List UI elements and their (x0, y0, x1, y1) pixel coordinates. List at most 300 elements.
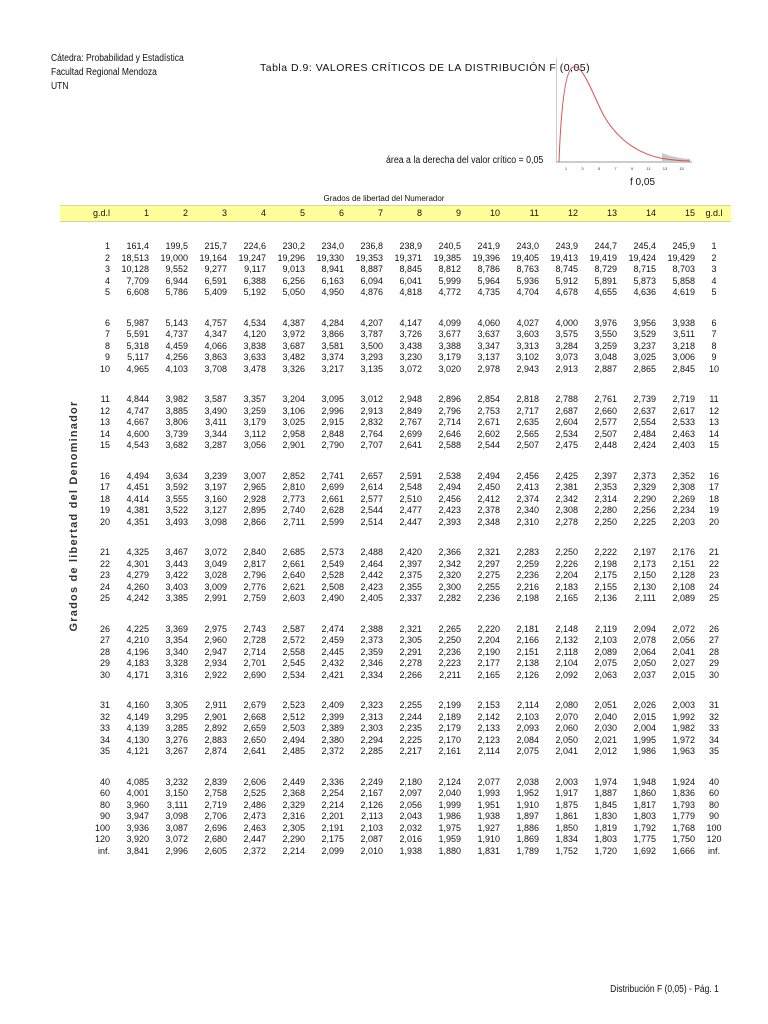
numerator-df-header: 14 (619, 206, 658, 222)
critical-value-cell: 3,259 (243, 405, 266, 416)
critical-value-cell: 245,9 (672, 241, 695, 251)
critical-value-cell: 4,139 (126, 723, 149, 733)
critical-value-cell: 2,250 (438, 635, 461, 645)
critical-value-cell: 2,456 (438, 493, 461, 504)
institution-line: Cátedra: Probabilidad y Estadística (51, 53, 184, 64)
critical-value-cell: 2,032 (399, 822, 422, 833)
critical-value-cell: 19,419 (589, 252, 617, 263)
critical-value-cell: 3,293 (360, 352, 383, 362)
critical-value-cell: 2,380 (321, 734, 344, 745)
denominator-df-left: 33 (99, 723, 110, 733)
critical-value-cell: 2,660 (594, 405, 617, 416)
critical-value-cell: 2,671 (477, 417, 500, 427)
critical-value-cell: 3,217 (321, 363, 344, 374)
critical-value-cell: 3,885 (165, 405, 188, 416)
critical-value-cell: 2,222 (594, 547, 617, 557)
critical-value-cell: 2,136 (594, 593, 617, 603)
denominator-df-right: 7 (711, 329, 717, 339)
critical-value-cell: 3,230 (399, 352, 422, 362)
denominator-df-left: 10 (99, 363, 110, 374)
table-row (60, 834, 731, 846)
critical-value-cell: 224,6 (243, 241, 266, 251)
critical-value-cell: 2,015 (633, 711, 656, 722)
critical-value-cell: 3,072 (165, 834, 188, 844)
critical-value-cell: 2,544 (477, 440, 500, 450)
critical-value-cell: 2,037 (633, 669, 656, 680)
critical-value-cell: 2,366 (438, 547, 461, 557)
critical-value-cell: 1,972 (672, 734, 695, 745)
critical-value-cell: 1,792 (633, 822, 656, 833)
critical-value-cell: 2,548 (399, 482, 422, 492)
critical-value-cell: 2,512 (282, 711, 305, 722)
numerator-df-header: 15 (658, 206, 697, 222)
critical-value-cell: 1,836 (672, 788, 695, 798)
denominator-df-left: 11 (100, 394, 110, 404)
critical-value-cell: 2,447 (399, 516, 422, 527)
critical-value-cell: 2,003 (672, 700, 695, 710)
critical-value-cell: 4,183 (126, 658, 149, 668)
critical-value-cell: 1,952 (516, 788, 539, 798)
critical-value-cell: 3,197 (204, 482, 227, 492)
critical-value-cell: 1,927 (477, 822, 500, 833)
denominator-df-left: 35 (99, 746, 110, 756)
critical-value-cell: 240,5 (438, 241, 461, 251)
critical-value-cell: 2,892 (204, 723, 227, 733)
critical-value-cell: 4,130 (126, 734, 149, 745)
denominator-df-right: 12 (708, 405, 719, 416)
critical-value-cell: 2,740 (282, 505, 305, 515)
critical-value-cell: 2,796 (243, 570, 266, 580)
critical-value-cell: 3,179 (243, 417, 266, 427)
critical-value-cell: 2,948 (399, 394, 422, 404)
critical-value-cell: 19,330 (316, 252, 344, 263)
critical-value-cell: 3,006 (672, 352, 695, 362)
critical-value-cell: 4,950 (321, 287, 344, 297)
critical-value-cell: 4,001 (126, 788, 149, 798)
table-row (60, 318, 731, 330)
critical-value-cell: 5,858 (672, 275, 695, 286)
curve-tick-label: 3 (581, 166, 584, 171)
critical-value-cell: 19,353 (355, 252, 383, 263)
critical-value-cell: 3,285 (165, 723, 188, 733)
critical-value-cell: 4,737 (165, 329, 188, 339)
table-row (60, 670, 731, 682)
denominator-df-left: 9 (104, 352, 110, 362)
critical-value-cell: 3,087 (165, 822, 188, 833)
critical-value-cell: 2,714 (438, 417, 461, 427)
denominator-df-right: 15 (708, 440, 719, 450)
critical-value-cell: 4,284 (321, 317, 344, 328)
critical-value-cell: 3,347 (477, 340, 500, 351)
critical-value-cell: 3,179 (438, 352, 461, 362)
table-row (60, 287, 731, 299)
critical-value-cell: 2,063 (594, 669, 617, 680)
critical-value-cell: 2,449 (282, 776, 305, 787)
critical-value-cell: 1,897 (516, 811, 539, 821)
critical-value-cell: 2,447 (243, 834, 266, 844)
critical-value-cell: 1,752 (555, 845, 578, 856)
critical-value-cell: 1,789 (516, 845, 539, 856)
critical-value-cell: 1,993 (477, 788, 500, 798)
critical-value-cell: 3,106 (282, 405, 305, 416)
critical-value-cell: 3,095 (321, 394, 344, 404)
critical-value-cell: 244,7 (594, 241, 617, 251)
denominator-df-right: 19 (708, 505, 719, 515)
critical-value-cell: 2,329 (282, 799, 305, 810)
critical-value-cell: 2,050 (633, 658, 656, 668)
denominator-df-left: 30 (99, 669, 110, 680)
table-row (60, 788, 731, 800)
denominator-df-right: 30 (708, 669, 719, 680)
denominator-df-right: 40 (708, 776, 719, 787)
critical-value-cell: 3,787 (360, 329, 383, 339)
critical-value-cell: 2,197 (633, 547, 656, 557)
critical-value-cell: 2,388 (360, 623, 383, 634)
critical-value-cell: 5,936 (516, 275, 539, 286)
denominator-df-right: 13 (708, 417, 719, 427)
critical-value-cell: 1,720 (594, 845, 617, 856)
critical-value-cell: 2,225 (399, 734, 422, 745)
critical-value-cell: 4,494 (126, 470, 149, 481)
critical-value-cell: 3,098 (204, 516, 227, 527)
critical-value-cell: 2,346 (360, 658, 383, 668)
critical-value-cell: 2,255 (399, 700, 422, 710)
critical-value-cell: 2,176 (672, 547, 695, 557)
critical-value-cell: 245,4 (633, 241, 656, 251)
table-row (60, 429, 731, 441)
table-row (60, 700, 731, 712)
critical-value-cell: 2,587 (282, 623, 305, 634)
critical-value-cell: 2,810 (282, 482, 305, 492)
critical-value-cell: 4,818 (399, 287, 422, 297)
critical-value-cell: 3,920 (126, 834, 149, 844)
critical-value-cell: 2,165 (555, 593, 578, 603)
critical-value-cell: 3,682 (165, 440, 188, 450)
critical-value-cell: 3,357 (243, 394, 266, 404)
denominator-df-right: 1 (711, 241, 717, 251)
table-row (60, 482, 731, 494)
critical-value-cell: 2,321 (399, 623, 422, 634)
denominator-df-left: 3 (104, 264, 110, 274)
critical-value-cell: 2,510 (399, 493, 422, 504)
critical-value-cell: 238,9 (399, 241, 422, 251)
critical-value-cell: 2,056 (399, 799, 422, 810)
critical-value-cell: 2,050 (555, 734, 578, 745)
critical-value-cell: 3,806 (165, 417, 188, 427)
critical-value-cell: 2,290 (282, 834, 305, 844)
critical-value-cell: 2,150 (633, 570, 656, 580)
header-gdl-right: g.d.l (697, 206, 731, 222)
critical-value-cell: 19,413 (550, 252, 578, 263)
critical-value-cell: 2,173 (633, 558, 656, 569)
f-distribution-curve (556, 58, 696, 178)
critical-value-cell: 2,507 (594, 428, 617, 439)
critical-value-cell: 2,359 (360, 646, 383, 657)
table-row (60, 712, 731, 724)
denominator-df-left: 120 (94, 834, 110, 844)
critical-value-cell: 2,051 (594, 700, 617, 710)
critical-value-cell: 2,901 (204, 711, 227, 722)
critical-value-cell: 2,866 (243, 516, 266, 527)
f-critical-values-table (60, 205, 731, 857)
critical-value-cell: 8,887 (360, 264, 383, 274)
critical-value-cell: 3,028 (204, 570, 227, 580)
critical-value-cell: 1,850 (555, 822, 578, 833)
critical-value-cell: 2,342 (438, 558, 461, 569)
denominator-df-left: 20 (99, 516, 110, 527)
denominator-df-right: 9 (711, 352, 717, 362)
table-row (60, 800, 731, 812)
critical-value-cell: 2,494 (438, 482, 461, 492)
critical-value-cell: 2,538 (438, 470, 461, 481)
denominator-df-right: 11 (709, 394, 719, 404)
critical-value-cell: 4,678 (555, 287, 578, 297)
critical-value-cell: 2,818 (516, 394, 539, 404)
critical-value-cell: 2,544 (360, 505, 383, 515)
critical-value-cell: 2,155 (594, 581, 617, 592)
table-row (60, 341, 731, 353)
critical-value-cell: 4,210 (126, 635, 149, 645)
critical-value-cell: 4,060 (477, 317, 500, 328)
critical-value-cell: 2,201 (321, 811, 344, 821)
critical-value-cell: 1,917 (555, 788, 578, 798)
critical-value-cell: 2,599 (321, 516, 344, 527)
critical-value-cell: 1,869 (516, 834, 539, 844)
critical-value-cell: 2,776 (243, 581, 266, 592)
critical-value-cell: 199,5 (165, 241, 188, 251)
critical-value-cell: 2,199 (438, 700, 461, 710)
critical-value-cell: 1,880 (438, 845, 461, 856)
critical-value-cell: 2,456 (516, 470, 539, 481)
critical-value-cell: 2,707 (360, 440, 383, 450)
critical-value-cell: 3,160 (204, 493, 227, 504)
denominator-df-left: 5 (104, 287, 110, 297)
critical-value-cell: 2,486 (243, 799, 266, 810)
critical-value-cell: 4,171 (126, 669, 149, 680)
denominator-df-right: 17 (708, 482, 719, 492)
critical-value-cell: 1,992 (672, 711, 695, 722)
critical-value-cell: 2,167 (360, 788, 383, 798)
critical-value-cell: 2,887 (594, 363, 617, 374)
critical-value-cell: 4,619 (672, 287, 695, 297)
numerator-df-header: 6 (307, 206, 346, 222)
critical-value-cell: 4,207 (360, 317, 383, 328)
critical-value-cell: 241,9 (477, 241, 500, 251)
critical-value-cell: 2,089 (672, 593, 695, 603)
critical-value-cell: 8,763 (516, 264, 539, 274)
denominator-df-right: 8 (711, 340, 717, 351)
critical-value-cell: 3,232 (165, 776, 188, 787)
critical-value-cell: 3,112 (244, 428, 266, 439)
critical-value-cell: 2,761 (594, 394, 617, 404)
table-row (60, 394, 731, 406)
critical-value-cell: 6,094 (360, 275, 383, 286)
critical-value-cell: 2,896 (438, 394, 461, 404)
denominator-df-left: 2 (104, 252, 110, 263)
critical-value-cell: 2,533 (672, 417, 695, 427)
critical-value-cell: 2,477 (399, 505, 422, 515)
critical-value-cell: 2,849 (399, 405, 422, 416)
critical-value-cell: 2,097 (399, 788, 422, 798)
critical-value-cell: 4,351 (126, 516, 149, 527)
table-row (60, 635, 731, 647)
critical-value-cell: 2,026 (633, 700, 656, 710)
critical-value-cell: 4,256 (165, 352, 188, 362)
critical-value-cell: 2,316 (282, 811, 305, 821)
critical-value-cell: 3,204 (282, 394, 305, 404)
critical-value-cell: 3,295 (165, 711, 188, 722)
critical-value-cell: 2,043 (399, 811, 422, 821)
critical-value-cell: 1,910 (477, 834, 500, 844)
critical-value-cell: 2,928 (243, 493, 266, 504)
critical-value-cell: 1,995 (633, 734, 656, 745)
critical-value-cell: 4,149 (126, 711, 149, 722)
denominator-df-left: 23 (99, 570, 110, 580)
critical-value-cell: 2,573 (321, 547, 344, 557)
critical-value-cell: 4,085 (126, 776, 149, 787)
critical-value-cell: 3,072 (399, 363, 422, 374)
critical-value-cell: 6,591 (204, 275, 227, 286)
numerator-df-header: 5 (268, 206, 307, 222)
critical-value-cell: 3,111 (166, 799, 188, 810)
critical-value-cell: 4,381 (126, 505, 149, 515)
critical-value-cell: 8,812 (438, 264, 461, 274)
critical-value-cell: 5,987 (126, 317, 149, 328)
critical-value-cell: 2,641 (399, 440, 422, 450)
critical-value-cell: 2,687 (555, 405, 578, 416)
critical-value-cell: 2,374 (516, 493, 539, 504)
denominator-df-right: 26 (708, 623, 719, 634)
critical-value-cell: 3,313 (516, 340, 539, 351)
critical-value-cell: 4,121 (126, 746, 149, 756)
numerator-df-header: 1 (112, 206, 151, 222)
critical-value-cell: 1,817 (633, 799, 656, 810)
critical-value-cell: 2,650 (243, 734, 266, 745)
critical-value-cell: 3,575 (555, 329, 578, 339)
critical-value-cell: 2,078 (633, 635, 656, 645)
critical-value-cell: 3,972 (282, 329, 305, 339)
critical-value-cell: 2,913 (360, 405, 383, 416)
denominator-df-left: 16 (99, 470, 110, 481)
critical-value-cell: 3,259 (594, 340, 617, 351)
critical-value-cell: 2,198 (516, 593, 539, 603)
critical-value-cell: 3,467 (165, 547, 188, 557)
table-row (60, 406, 731, 418)
critical-value-cell: 2,696 (204, 822, 227, 833)
critical-value-cell: 2,641 (243, 746, 266, 756)
critical-value-cell: 3,305 (165, 700, 188, 710)
critical-value-cell: 1,938 (477, 811, 500, 821)
table-row (60, 582, 731, 594)
critical-value-cell: 1,845 (594, 799, 617, 810)
table-title: Tabla D.9: VALORES CRÍTICOS DE LA DISTRIBUCIÓN F (0,05) (260, 62, 591, 74)
critical-value-cell: 2,657 (360, 470, 383, 481)
critical-value-cell: 2,104 (555, 658, 578, 668)
critical-value-cell: 2,423 (438, 505, 461, 515)
critical-value-cell: 3,838 (243, 340, 266, 351)
numerator-df-header: 10 (463, 206, 502, 222)
critical-value-cell: 2,336 (321, 776, 344, 787)
critical-value-cell: 3,976 (594, 317, 617, 328)
critical-value-cell: 2,507 (516, 440, 539, 450)
critical-value-cell: 161,4 (126, 241, 149, 251)
critical-value-cell: 3,490 (204, 405, 227, 416)
numerator-df-header: 8 (385, 206, 424, 222)
critical-value-cell: 3,633 (243, 352, 266, 362)
critical-value-cell: 3,102 (516, 352, 539, 362)
denominator-df-left: 29 (99, 658, 110, 668)
critical-value-cell: 2,255 (477, 581, 500, 592)
critical-value-cell: 2,743 (243, 623, 266, 634)
denominator-df-left: 90 (99, 811, 110, 821)
critical-value-cell: 2,103 (516, 711, 539, 722)
critical-value-cell: 1,886 (516, 822, 539, 833)
critical-value-cell: 243,9 (555, 241, 578, 251)
critical-value-cell: 2,353 (594, 482, 617, 492)
denominator-df-right: 28 (708, 646, 719, 657)
critical-value-cell: 3,478 (243, 363, 266, 374)
critical-value-cell: 2,874 (204, 746, 227, 756)
curve-tick-label: 7 (614, 166, 617, 171)
critical-value-cell: 2,503 (282, 723, 305, 733)
table-row (60, 329, 731, 341)
critical-value-cell: 2,485 (282, 746, 305, 756)
critical-value-cell: 2,114 (517, 700, 539, 710)
critical-value-cell: 2,075 (516, 746, 539, 756)
critical-value-cell: 2,203 (672, 516, 695, 527)
critical-value-cell: 2,021 (594, 734, 617, 745)
critical-value-cell: 5,318 (126, 340, 149, 351)
critical-value-cell: 2,528 (321, 570, 344, 580)
header-gdl-left: g.d.l (60, 206, 112, 222)
critical-value-cell: 2,895 (243, 505, 266, 515)
denominator-df-left: 13 (99, 417, 110, 427)
critical-value-cell: 5,143 (165, 317, 188, 328)
curve-tick-label: 15 (679, 166, 684, 171)
critical-value-cell: 2,372 (243, 845, 266, 856)
critical-value-cell: 2,448 (594, 440, 617, 450)
critical-value-cell: 2,310 (516, 516, 539, 527)
critical-value-cell: 1,768 (672, 822, 695, 833)
denominator-df-right: 32 (708, 711, 719, 722)
critical-value-cell: 2,041 (555, 746, 578, 756)
critical-value-cell: 2,728 (243, 635, 266, 645)
critical-value-cell: 2,424 (633, 440, 656, 450)
critical-value-cell: 4,196 (126, 646, 149, 657)
denominator-df-right: 4 (711, 275, 717, 286)
critical-value-cell: 2,375 (399, 570, 422, 580)
curve-tick-label: 1 (564, 166, 568, 171)
critical-value-cell: 3,098 (165, 811, 188, 821)
critical-value-cell: 4,147 (399, 317, 422, 328)
critical-value-cell: 1,924 (672, 776, 695, 787)
critical-value-cell: 2,911 (205, 700, 227, 710)
critical-value-cell: 4,301 (126, 558, 149, 569)
table-row (60, 471, 731, 483)
critical-value-cell: 2,934 (204, 658, 227, 668)
denominator-df-right: 90 (708, 811, 719, 821)
critical-value-cell: 2,093 (516, 723, 539, 733)
critical-value-cell: 2,094 (633, 623, 656, 634)
critical-value-cell: 19,371 (394, 252, 422, 263)
critical-value-cell: 19,396 (472, 252, 500, 263)
critical-value-cell: 2,420 (399, 547, 422, 557)
critical-value-cell: 8,941 (321, 264, 344, 274)
critical-value-cell: 2,514 (360, 516, 383, 527)
critical-value-cell: 3,603 (516, 329, 539, 339)
critical-value-cell: 19,429 (667, 252, 695, 263)
critical-value-cell: 2,265 (438, 623, 461, 634)
